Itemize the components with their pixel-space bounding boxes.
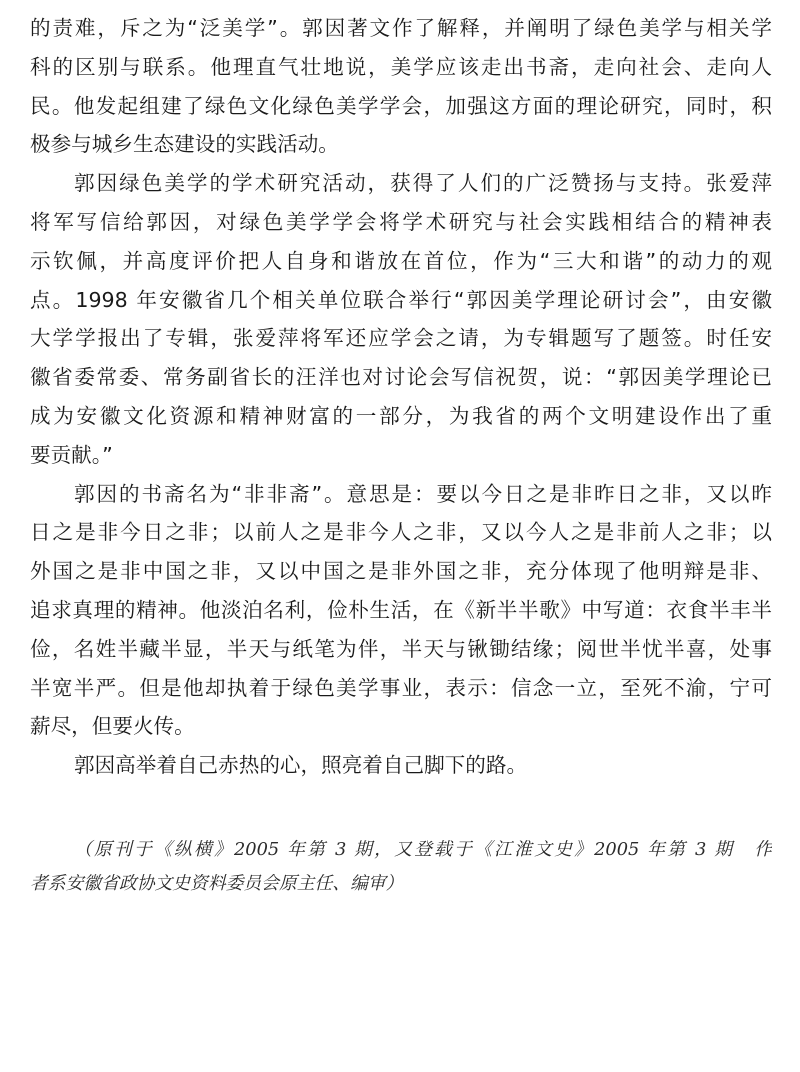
text-line: 追求真理的精神。他淡泊名利，俭朴生活，在《新半半歌》中写道：衣食半丰半 [30, 597, 772, 622]
paragraph-2 [30, 164, 772, 474]
note-line: （原刊于《纵横》2005 年第 3 期，又登载于《江淮文史》2005 年第 3 期 作 [74, 839, 772, 860]
paragraph-4 [30, 746, 772, 785]
text-line: 半宽半严。但是他却执着于绿色美学事业，表示：信念一立，至死不渝，宁可 [30, 675, 772, 700]
text-line: 民。他发起组建了绿色文化绿色美学学会，加强这方面的理论研究，同时，积 [30, 93, 772, 118]
text-line: 极参与城乡生态建设的实践活动。 [30, 132, 339, 157]
source-note [30, 833, 772, 901]
text-line: 大学学报出了专辑，张爱萍将军还应学会之请，为专辑题写了题签。时任安 [30, 326, 772, 351]
text-line: 外国之是非中国之非，又以中国之是非外国之非，充分体现了他明辩是非、 [30, 559, 772, 584]
text-line: 要贡献。” [30, 442, 113, 467]
text-line: 郭因绿色美学的学术研究活动，获得了人们的广泛赞扬与支持。张爱萍 [74, 171, 772, 196]
text-line: 将军写信给郭因，对绿色美学学会将学术研究与社会实践相结合的精神表 [30, 209, 772, 234]
note-line: 者系安徽省政协文史资料委员会原主任、编审） [30, 873, 404, 894]
article-body [30, 9, 772, 785]
text-line: 的责难，斥之为“泛美学”。郭因著文作了解释，并阐明了绿色美学与相关学 [30, 16, 772, 40]
text-line: 郭因高举着自己赤热的心，照亮着自己脚下的路。 [74, 753, 528, 778]
text-line: 科的区别与联系。他理直气壮地说，美学应该走出书斋，走向社会、走向人 [30, 54, 772, 79]
text-line: 示钦佩，并高度评价把人自身和谐放在首位，作为“三大和谐”的动力的观 [30, 248, 772, 273]
text-line: 徽省委常委、常务副省长的汪洋也对讨论会写信祝贺，说：“郭因美学理论已 [30, 365, 772, 390]
text-line: 日之是非今日之非；以前人之是非今人之非，又以今人之是非前人之非；以 [30, 520, 772, 545]
text-line: 薪尽，但要火传。 [30, 714, 195, 739]
paragraph-1 [30, 9, 772, 164]
text-line: 俭，名姓半藏半显，半天与纸笔为伴，半天与锹锄结缘；阅世半忧半喜，处事 [30, 636, 772, 661]
paragraph-3 [30, 475, 772, 747]
text-line: 成为安徽文化资源和精神财富的一部分，为我省的两个文明建设作出了重 [30, 403, 772, 428]
text-line: 点。1998 年安徽省几个相关单位联合举行“郭因美学理论研讨会”，由安徽 [30, 287, 772, 312]
text-line: 郭因的书斋名为“非非斋”。意思是：要以今日之是非昨日之非，又以昨 [74, 481, 772, 506]
